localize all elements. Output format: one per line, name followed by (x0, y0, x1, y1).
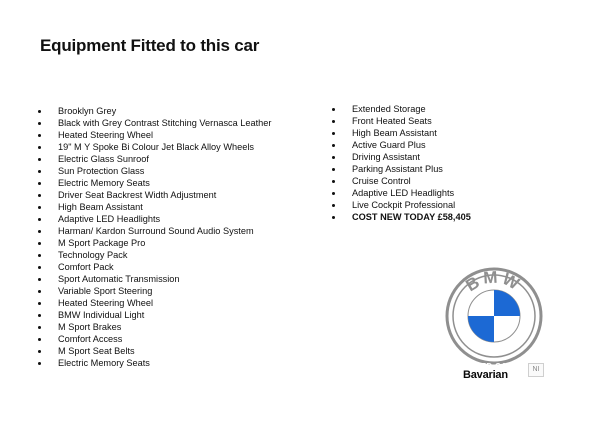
bmw-used-cars-logo (444, 266, 544, 382)
list-item: High Beam Assistant (36, 201, 271, 213)
bmw-roundel-icon (444, 266, 544, 366)
list-item: Extended Storage (330, 103, 471, 115)
list-item: Front Heated Seats (330, 115, 471, 127)
list-item: Live Cockpit Professional (330, 199, 471, 211)
list-item: Electric Memory Seats (36, 177, 271, 189)
list-item: High Beam Assistant (330, 127, 471, 139)
equipment-list-right (330, 103, 471, 223)
list-item: Electric Glass Sunroof (36, 153, 271, 165)
list-item: Adaptive LED Headlights (36, 213, 271, 225)
list-item: M Sport Brakes (36, 321, 271, 333)
logo-brand-text: BMW (462, 267, 526, 296)
list-item: Heated Steering Wheel (36, 297, 271, 309)
list-item: Technology Pack (36, 249, 271, 261)
list-item: Heated Steering Wheel (36, 129, 271, 141)
equipment-list-left (36, 105, 271, 369)
list-item: M Sport Package Pro (36, 237, 271, 249)
list-item: Adaptive LED Headlights (330, 187, 471, 199)
list-item: Brooklyn Grey (36, 105, 271, 117)
list-item: Driving Assistant (330, 151, 471, 163)
list-item: Cruise Control (330, 175, 471, 187)
list-item: Electric Memory Seats (36, 357, 271, 369)
list-item: Parking Assistant Plus (330, 163, 471, 175)
list-item: Driver Seat Backrest Width Adjustment (36, 189, 271, 201)
list-item: Comfort Access (36, 333, 271, 345)
list-item: Black with Grey Contrast Stitching Vernasca Leather (36, 117, 271, 129)
list-item: Harman/ Kardon Surround Sound Audio System (36, 225, 271, 237)
list-item: 19" M Y Spoke Bi Colour Jet Black Alloy Wheels (36, 141, 271, 153)
list-item: Sport Automatic Transmission (36, 273, 271, 285)
list-item: M Sport Seat Belts (36, 345, 271, 357)
list-item: Active Guard Plus (330, 139, 471, 151)
logo-region-badge: NI (528, 363, 544, 377)
cost-new-today: COST NEW TODAY £58,405 (330, 211, 471, 223)
list-item: BMW Individual Light (36, 309, 271, 321)
page-title: Equipment Fitted to this car (40, 36, 260, 55)
list-item: Comfort Pack (36, 261, 271, 273)
list-item: Variable Sport Steering (36, 285, 271, 297)
logo-dealer-name: Bavarian (463, 369, 508, 381)
list-item: Sun Protection Glass (36, 165, 271, 177)
logo-used-cars: USED CARS (469, 362, 519, 371)
